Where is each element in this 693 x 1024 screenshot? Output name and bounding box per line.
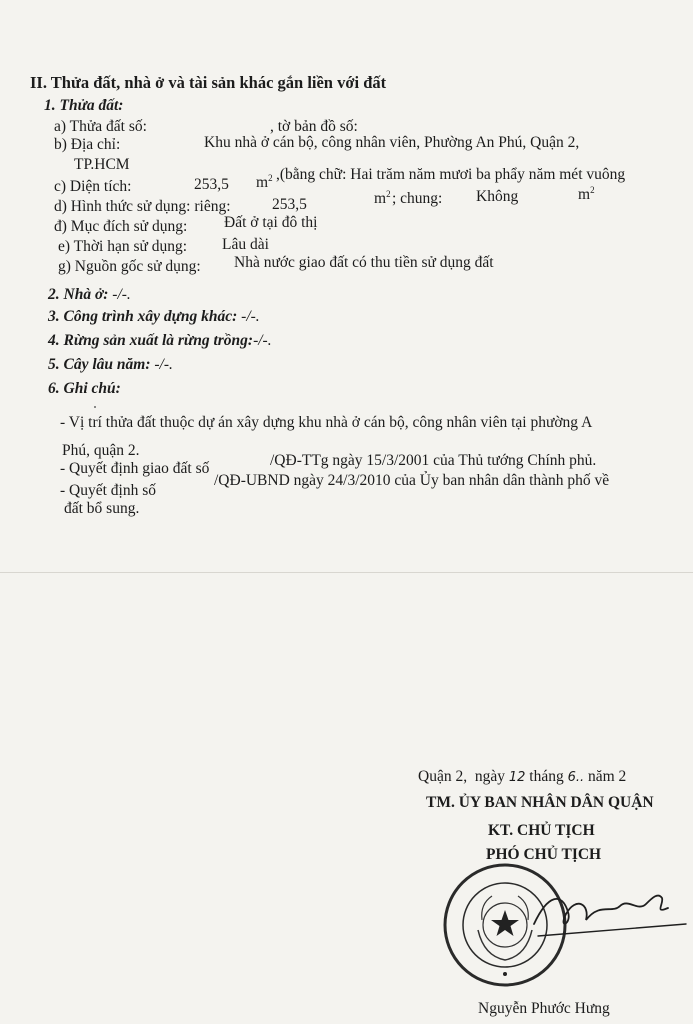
- address-label: b) Địa chỉ:: [54, 136, 121, 153]
- notes-line-2: Phú, quận 2.: [62, 442, 140, 459]
- address-city: TP.HCM: [74, 156, 130, 173]
- scan-speck: [94, 406, 96, 408]
- origin-label: g) Nguồn gốc sử dụng:: [58, 258, 201, 275]
- purpose-label: đ) Mục đích sử dụng:: [54, 218, 188, 235]
- area-value: 253,5: [194, 176, 229, 193]
- notes-heading: 6. Ghi chú:: [48, 380, 121, 397]
- signer-name: Nguyễn Phước Hưng: [478, 1000, 610, 1017]
- perennial-heading: 5. Cây lâu năm: -/-.: [48, 356, 173, 373]
- use-form-label: d) Hình thức sử dụng: riêng:: [54, 198, 231, 215]
- section-title: II. Thửa đất, nhà ở và tài sản khác gắn liền với đất: [30, 73, 387, 92]
- origin-value: Nhà nước giao đất có thu tiền sử dụng đất: [234, 254, 494, 271]
- house-heading: 2. Nhà ở: -/-.: [48, 286, 131, 303]
- notes-line-4a: - Quyết định số: [60, 482, 157, 499]
- map-sheet-label: , tờ bản đồ số:: [270, 118, 358, 135]
- notes-line-3b: /QĐ-TTg ngày 15/3/2001 của Thủ tướng Chính phủ.: [270, 452, 597, 469]
- use-form-common-label: ; chung:: [392, 190, 443, 207]
- committee-name: TM. ỦY BAN NHÂN DÂN QUẬN: [426, 794, 654, 811]
- address-value: Khu nhà ở cán bộ, công nhân viên, Phường An Phú, Quận 2,: [204, 134, 580, 151]
- use-form-private-value: 253,5: [272, 196, 307, 213]
- use-form-common-unit: $m^2$: [578, 185, 595, 203]
- role-vice-chairman: PHÓ CHỦ TỊCH: [486, 846, 602, 863]
- date-line: Quận 2, ngày 12 tháng 6.. năm 2: [418, 768, 627, 785]
- other-construction-heading: 3. Công trình xây dựng khác: -/-.: [48, 308, 260, 325]
- signature-icon: [528, 884, 688, 944]
- purpose-value: Đất ở tại đô thị: [224, 214, 318, 231]
- page-fold-line: [0, 572, 693, 573]
- term-value: Lâu dài: [222, 236, 269, 253]
- notes-line-4b: /QĐ-UBND ngày 24/3/2010 của Ủy ban nhân dân thành phố về: [214, 472, 610, 489]
- use-form-common-value: Không: [476, 188, 519, 205]
- notes-line-5: đất bổ sung.: [64, 500, 140, 517]
- notes-line-3a: - Quyết định giao đất số: [60, 460, 210, 477]
- notes-line-1: - Vị trí thửa đất thuộc dự án xây dựng khu nhà ở cán bộ, công nhân viên tại phường A: [60, 414, 593, 431]
- area-unit: $m^2$: [256, 173, 273, 191]
- area-label: c) Diện tích:: [54, 178, 132, 195]
- forest-heading: 4. Rừng sản xuất là rừng trồng:-/-.: [48, 332, 272, 349]
- role-chairman: KT. CHỦ TỊCH: [488, 822, 595, 839]
- term-label: e) Thời hạn sử dụng:: [58, 238, 188, 255]
- use-form-private-unit: $m^2$: [374, 189, 391, 207]
- land-heading: 1. Thửa đất:: [44, 97, 124, 114]
- parcel-number-label: a) Thửa đất số:: [54, 118, 147, 135]
- area-in-words: ,(bằng chữ: Hai trăm năm mươi ba phẩy năm mét vuông: [276, 166, 626, 183]
